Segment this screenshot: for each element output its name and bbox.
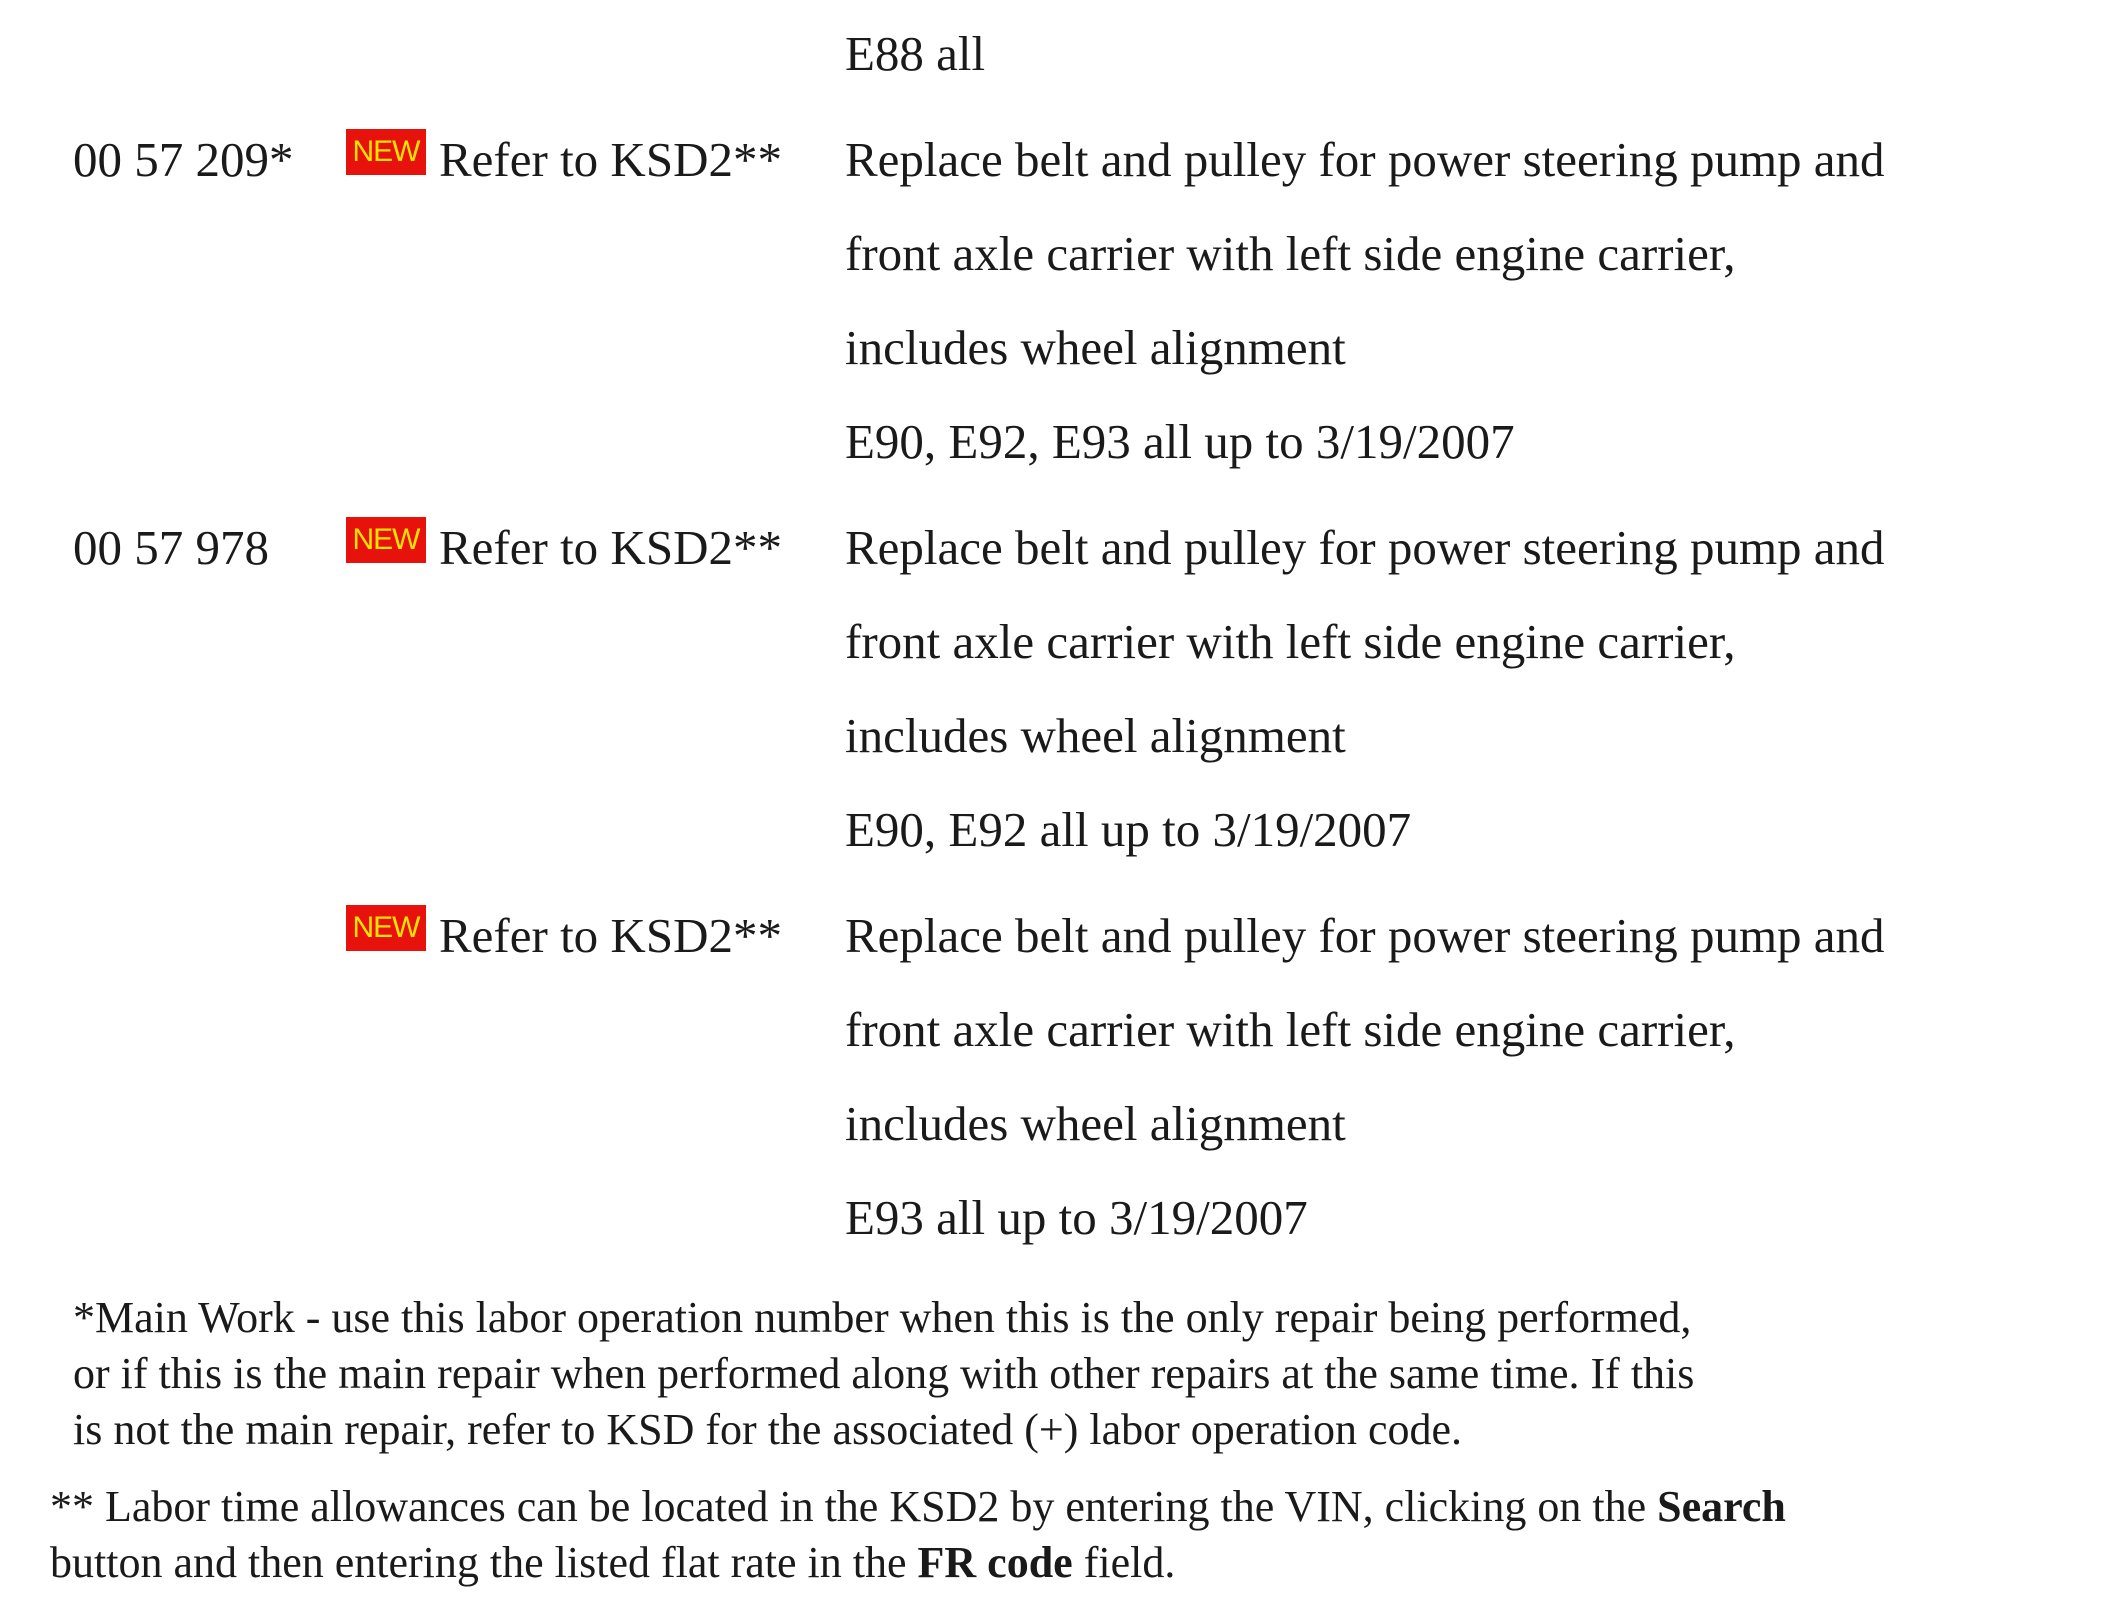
footnote-main-work-line: or if this is the main repair when performed along with other repairs at the same time. If this	[73, 1349, 1695, 1398]
ksd2-reference: Refer to KSD2**	[439, 520, 782, 575]
vehicle-applicability-top: E88 all	[845, 26, 986, 81]
footnote-main-work-line: is not the main repair, refer to KSD for the associated (+) labor operation code.	[73, 1405, 1463, 1454]
op-number: 00 57 978	[73, 520, 269, 575]
ksd2-reference: Refer to KSD2**	[439, 908, 782, 963]
footnote-ksd2-text: button and then entering the listed flat rate in the	[50, 1538, 918, 1587]
footnote-ksd2-line	[50, 1479, 1786, 1535]
description-line: Replace belt and pulley for power steering pump and	[845, 908, 1885, 963]
description-line: includes wheel alignment	[845, 320, 1346, 375]
footnote-ksd2-line	[50, 1535, 1175, 1591]
description-line: front axle carrier with left side engine carrier,	[845, 226, 1736, 281]
search-term: Search	[1657, 1482, 1786, 1531]
footnote-ksd2-text: field.	[1072, 1538, 1176, 1587]
new-badge-icon: NEW	[346, 129, 426, 175]
footnote-ksd2-text: ** Labor time allowances can be located in the KSD2 by entering the VIN, clicking on the	[50, 1482, 1658, 1531]
description-line: front axle carrier with left side engine carrier,	[845, 614, 1736, 669]
description-line: Replace belt and pulley for power steering pump and	[845, 520, 1885, 575]
fr-code-term: FR code	[917, 1538, 1073, 1587]
footnote-main-work-line: *Main Work - use this labor operation number when this is the only repair being performed,	[73, 1293, 1692, 1342]
vehicle-applicability: E90, E92 all up to 3/19/2007	[845, 802, 1412, 857]
new-badge-icon: NEW	[346, 905, 426, 951]
new-badge-icon: NEW	[346, 517, 426, 563]
ksd2-reference: Refer to KSD2**	[439, 132, 782, 187]
description-line: Replace belt and pulley for power steering pump and	[845, 132, 1885, 187]
description-line: front axle carrier with left side engine carrier,	[845, 1002, 1736, 1057]
description-line: includes wheel alignment	[845, 1096, 1346, 1151]
vehicle-applicability: E93 all up to 3/19/2007	[845, 1190, 1308, 1245]
vehicle-applicability: E90, E92, E93 all up to 3/19/2007	[845, 414, 1515, 469]
description-line: includes wheel alignment	[845, 708, 1346, 763]
op-number: 00 57 209*	[73, 132, 294, 187]
